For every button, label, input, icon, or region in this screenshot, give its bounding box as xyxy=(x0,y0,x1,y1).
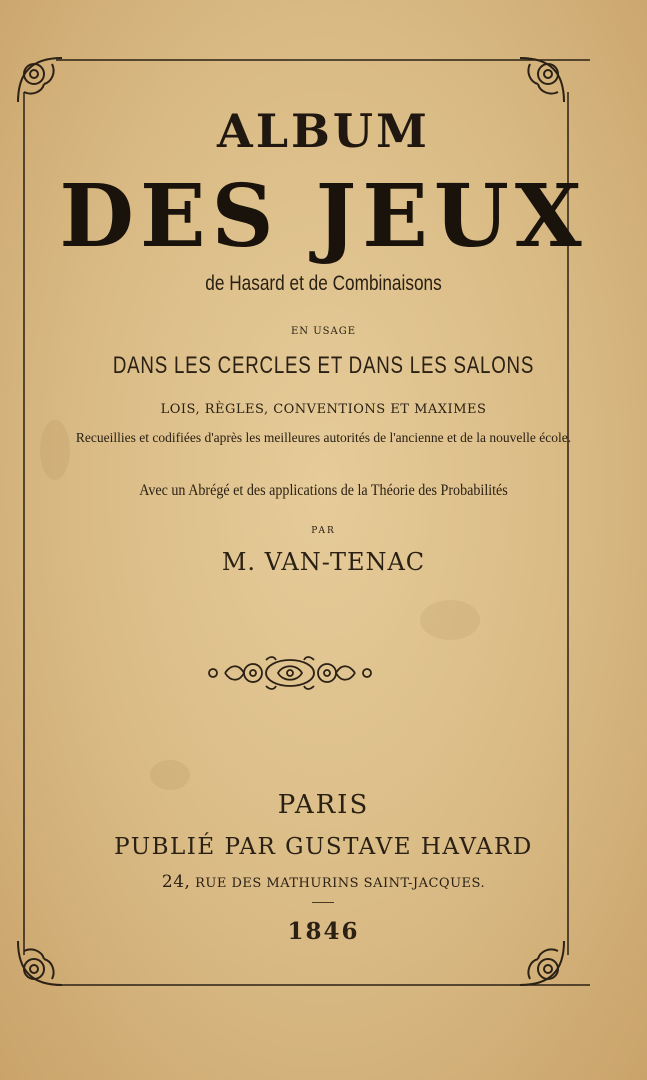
abridgement-line: Avec un Abrégé et des applications de la Théorie des Probabilités xyxy=(139,482,508,499)
publisher: PUBLIÉ PAR GUSTAVE HAVARD xyxy=(114,834,533,860)
author-name: M. VAN-TENAC xyxy=(221,548,426,576)
publication-year: 1846 xyxy=(287,918,360,945)
city: PARIS xyxy=(277,790,370,820)
separator-rule xyxy=(312,902,334,903)
rules-line: LOIS, RÈGLES, CONVENTIONS ET MAXIMES xyxy=(160,402,487,417)
address xyxy=(40,872,607,892)
corner-ornament-top-right-icon xyxy=(514,52,570,108)
corner-ornament-top-left-icon xyxy=(12,52,68,108)
address-number: 24, xyxy=(161,872,191,892)
vignette-ornament-icon xyxy=(203,652,377,694)
by-line: PAR xyxy=(311,526,336,536)
usage-line: EN USAGE xyxy=(290,326,357,337)
title-album: ALBUM xyxy=(217,104,430,158)
venues-line: DANS LES CERCLES ET DANS LES SALONS xyxy=(112,352,535,379)
address-street: RUE DES MATHURINS SAINT-JACQUES. xyxy=(195,876,486,891)
title-des-jeux: DES JEUX xyxy=(59,166,588,267)
compiled-line: Recueillies et codifiées d'après les meilleures autorités de l'ancienne et de la nouvelle école. xyxy=(75,430,572,445)
subtitle: de Hasard et de Combinaisons xyxy=(205,272,442,295)
